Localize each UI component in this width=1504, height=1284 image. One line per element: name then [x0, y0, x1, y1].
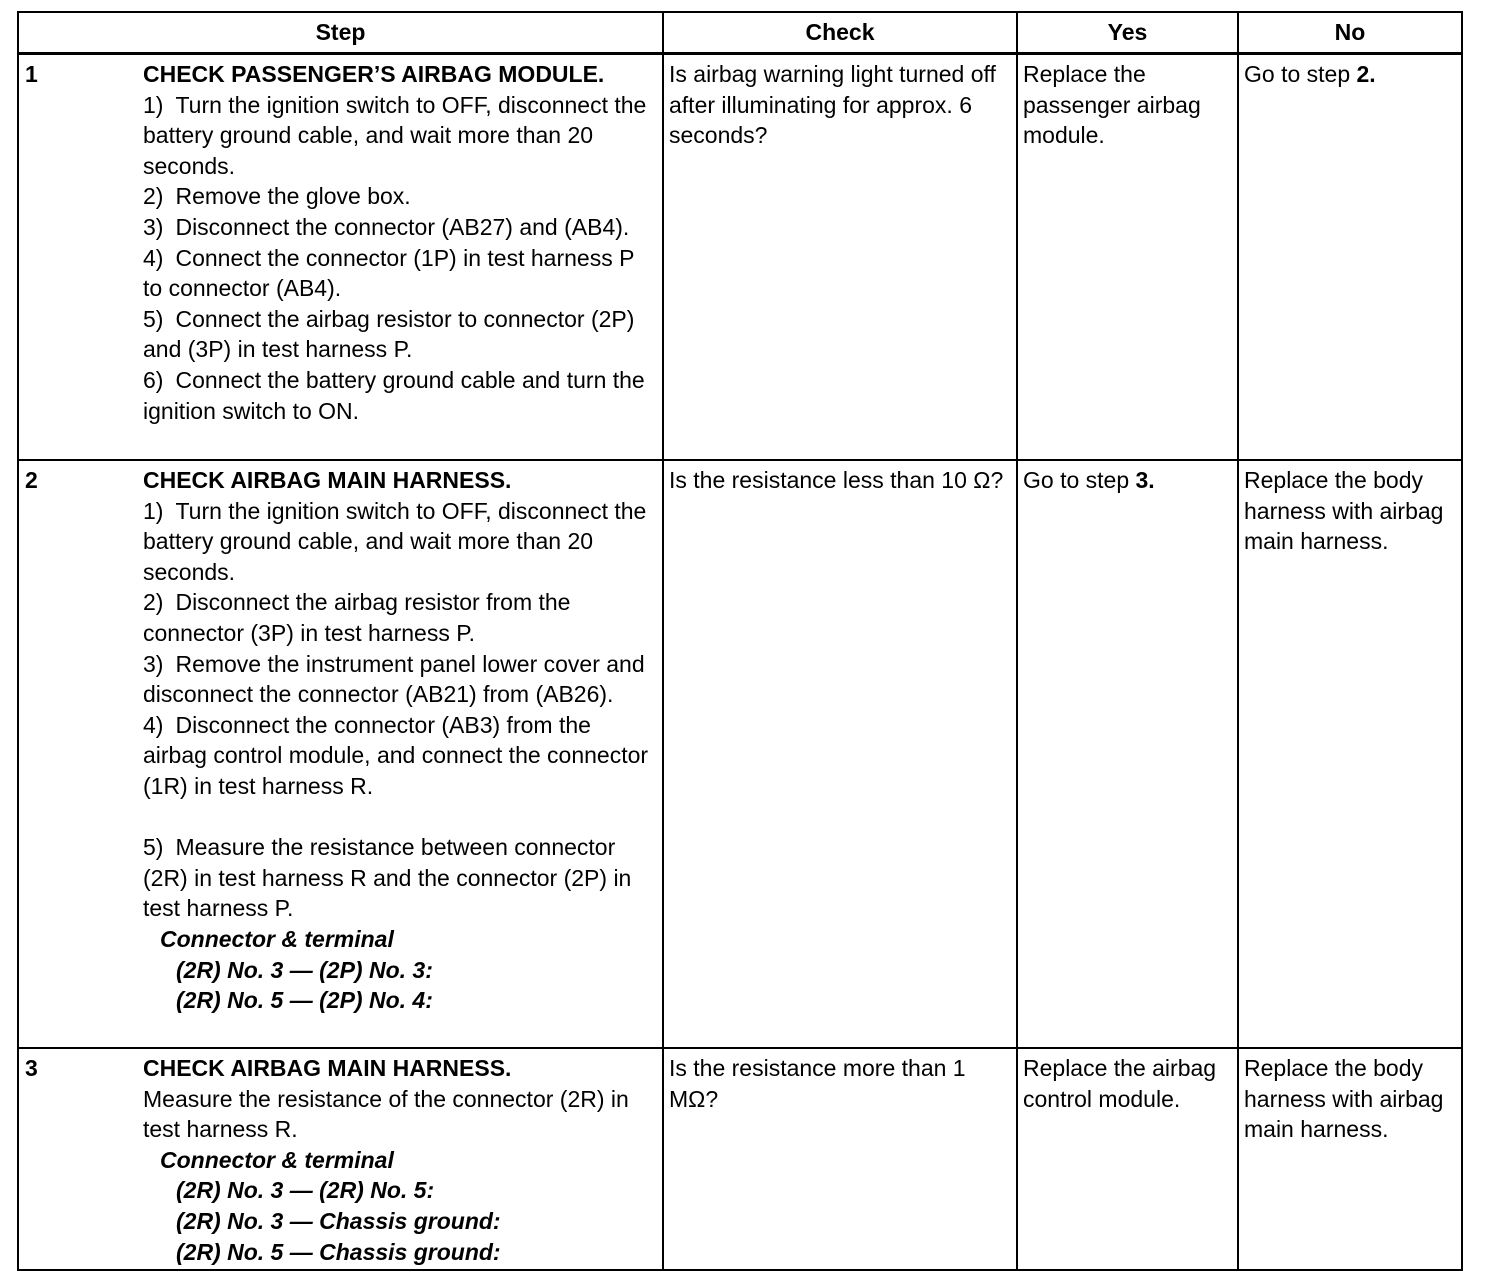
instruction-text: Connect the connector (1P) in test harness P to connector (AB4). — [143, 244, 635, 302]
header-yes: Yes — [1017, 12, 1238, 54]
instruction-item — [143, 212, 656, 243]
no-cell: Replace the body harness with airbag main harness. — [1238, 460, 1462, 1048]
instruction-text: Connect the airbag resistor to connector (2P) and (3P) in test harness P. — [143, 305, 635, 363]
instruction-number: 3) — [143, 650, 164, 677]
connector-terminal-item: (2R) No. 5 — (2P) No. 4: — [176, 987, 433, 1014]
instruction-number: 2) — [143, 589, 164, 616]
instruction-item — [143, 90, 656, 182]
instruction-item — [143, 496, 656, 588]
instruction-text: Turn the ignition switch to OFF, disconnect the battery ground cable, and wait more than 20 seconds. — [143, 91, 647, 179]
instruction-text: Connect the battery ground cable and turn the ignition switch to ON. — [143, 366, 645, 424]
instruction-number: 6) — [143, 366, 164, 393]
header-step: Step — [18, 12, 663, 54]
connector-terminal-item: (2R) No. 5 — Chassis ground: — [176, 1238, 501, 1265]
instruction-text: Disconnect the connector (AB27) and (AB4). — [175, 213, 630, 240]
instruction-text: Remove the instrument panel lower cover and disconnect the connector (AB21) from (AB26). — [143, 650, 645, 708]
step-title: CHECK PASSENGER’S AIRBAG MODULE. — [143, 61, 605, 87]
yes-cell: Replace the airbag control module. — [1017, 1048, 1238, 1270]
header-no: No — [1238, 12, 1462, 54]
step-title: CHECK AIRBAG MAIN HARNESS. — [143, 1055, 512, 1081]
step-number: 3 — [18, 1048, 139, 1270]
diagnostic-table — [17, 11, 1463, 1271]
step-content — [139, 1048, 663, 1270]
instruction-number: 1) — [143, 497, 164, 524]
instruction-text: Measure the resistance between connector (2R) in test harness R and the connector (2P) in test harness P. — [143, 834, 632, 922]
check-cell: Is the resistance less than 10 Ω? — [663, 460, 1017, 1048]
step-title: CHECK AIRBAG MAIN HARNESS. — [143, 467, 512, 493]
instruction-text: Disconnect the connector (AB3) from the airbag control module, and connect the connector (1R) in test harness R. — [143, 711, 649, 799]
check-cell: Is airbag warning light turned off after illuminating for approx. 6 seconds? — [663, 54, 1017, 461]
check-cell: Is the resistance more than 1 MΩ? — [663, 1048, 1017, 1270]
instruction-number: 3) — [143, 213, 164, 240]
instruction-item — [143, 710, 656, 802]
yes-cell: Replace the passenger airbag module. — [1017, 54, 1238, 461]
no-cell: Replace the body harness with airbag main harness. — [1238, 1048, 1462, 1270]
blank-line — [143, 802, 656, 833]
connector-heading: Connector & terminal — [160, 925, 394, 952]
step-content — [139, 460, 663, 1048]
step-number: 2 — [18, 460, 139, 1048]
instruction-item — [143, 832, 656, 924]
table-row — [18, 460, 1462, 1048]
header-row — [18, 12, 1462, 54]
connector-terminal-item: (2R) No. 3 — (2R) No. 5: — [176, 1177, 435, 1204]
instruction-item — [143, 649, 656, 710]
instruction-item — [143, 587, 656, 648]
instruction-number: 4) — [143, 244, 164, 271]
instruction-number: 4) — [143, 711, 164, 738]
yes-cell — [1017, 460, 1238, 1048]
step-number: 1 — [18, 54, 139, 461]
connector-terminal-item: (2R) No. 3 — (2P) No. 3: — [176, 956, 433, 983]
instruction-number: 5) — [143, 834, 164, 861]
goto-text: Go to step — [1023, 467, 1136, 493]
step-description: Measure the resistance of the connector (2R) in test harness R. — [143, 1085, 629, 1143]
goto-step-number: 2. — [1356, 61, 1376, 87]
instruction-item — [143, 181, 656, 212]
diagnostic-table-frame — [17, 11, 1461, 1271]
instruction-number: 2) — [143, 183, 164, 210]
instruction-text: Remove the glove box. — [175, 183, 411, 210]
instruction-item — [143, 365, 656, 426]
goto-text: Go to step — [1244, 61, 1357, 87]
instruction-item — [143, 304, 656, 365]
step-content — [139, 54, 663, 461]
table-row — [18, 54, 1462, 461]
instruction-text: Disconnect the airbag resistor from the connector (3P) in test harness P. — [143, 589, 571, 646]
header-check: Check — [663, 12, 1017, 54]
instruction-item — [143, 243, 656, 304]
connector-heading: Connector & terminal — [160, 1146, 394, 1173]
no-cell — [1238, 54, 1462, 461]
goto-step-number: 3. — [1135, 467, 1155, 493]
table-row — [18, 1048, 1462, 1270]
instruction-text: Turn the ignition switch to OFF, disconnect the battery ground cable, and wait more than 20 seconds. — [143, 497, 647, 585]
instruction-number: 5) — [143, 305, 164, 332]
instruction-number: 1) — [143, 91, 164, 118]
connector-terminal-item: (2R) No. 3 — Chassis ground: — [176, 1207, 501, 1234]
